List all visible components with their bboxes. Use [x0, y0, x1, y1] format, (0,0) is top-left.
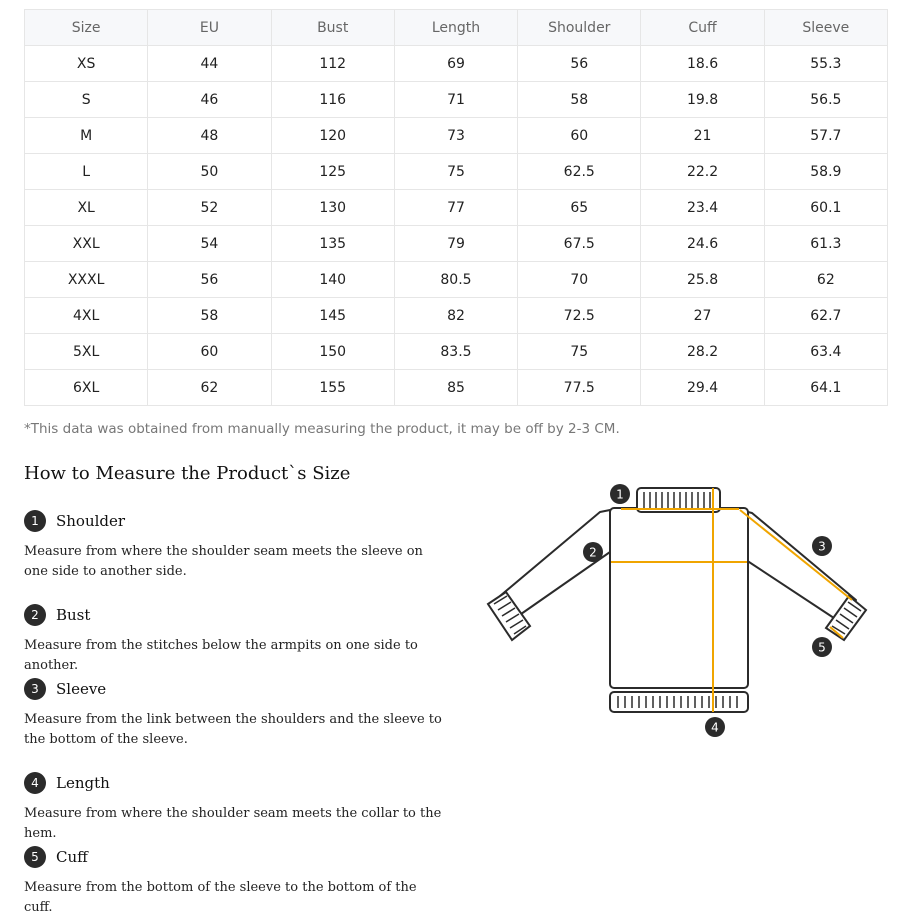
measurement-cell: 155 — [271, 370, 394, 406]
column-header: Shoulder — [518, 10, 641, 46]
step-number-badge: 4 — [24, 772, 46, 794]
marker-1 — [610, 484, 630, 504]
size-label-cell: XXXL — [25, 262, 148, 298]
measurement-cell: 60.1 — [764, 190, 887, 226]
marker-label: 1 — [616, 487, 624, 502]
measurement-cell: 150 — [271, 334, 394, 370]
measurement-cell: 62.5 — [518, 154, 641, 190]
step-bust — [24, 604, 444, 676]
measurement-cell: 82 — [394, 298, 517, 334]
hem-rib — [610, 692, 748, 712]
step-description: Measure from the stitches below the armpits on one side to another. — [24, 638, 418, 673]
table-row — [25, 370, 888, 406]
step-number-badge: 1 — [24, 510, 46, 532]
step-shoulder — [24, 510, 444, 582]
measurement-cell: 145 — [271, 298, 394, 334]
step-number-badge: 5 — [24, 846, 46, 868]
measurement-cell: 112 — [271, 46, 394, 82]
measurement-cell: 52 — [148, 190, 271, 226]
size-label-cell: XS — [25, 46, 148, 82]
measurement-cell: 54 — [148, 226, 271, 262]
measurement-cell: 73 — [394, 118, 517, 154]
measurement-cell: 28.2 — [641, 334, 764, 370]
measurement-cell: 77 — [394, 190, 517, 226]
marker-label: 3 — [818, 539, 826, 554]
step-cuff — [24, 846, 444, 918]
table-row — [25, 334, 888, 370]
size-label-cell: 6XL — [25, 370, 148, 406]
measurement-cell: 125 — [271, 154, 394, 190]
step-title: Shoulder — [56, 512, 126, 530]
measurement-cell: 61.3 — [764, 226, 887, 262]
measurement-cell: 69 — [394, 46, 517, 82]
marker-4 — [705, 717, 725, 737]
measurement-cell: 58 — [148, 298, 271, 334]
measurement-cell: 24.6 — [641, 226, 764, 262]
measurement-cell: 25.8 — [641, 262, 764, 298]
measurement-cell: 130 — [271, 190, 394, 226]
measurement-cell: 62 — [148, 370, 271, 406]
how-to-measure-title: How to Measure the Product`s Size — [24, 463, 351, 484]
measurement-cell: 116 — [271, 82, 394, 118]
measurement-disclaimer: *This data was obtained from manually measuring the product, it may be off by 2-3 CM. — [24, 421, 620, 437]
step-title: Sleeve — [56, 680, 107, 698]
column-header: EU — [148, 10, 271, 46]
step-number-badge: 2 — [24, 604, 46, 626]
column-header: Bust — [271, 10, 394, 46]
measurement-cell: 85 — [394, 370, 517, 406]
measurement-cell: 62.7 — [764, 298, 887, 334]
sweater-outline — [500, 508, 856, 688]
marker-3 — [812, 536, 832, 556]
measurement-cell: 21 — [641, 118, 764, 154]
size-chart-table — [24, 9, 888, 406]
size-label-cell: XXL — [25, 226, 148, 262]
step-length — [24, 772, 444, 844]
measurement-cell: 46 — [148, 82, 271, 118]
sweater-icon — [486, 480, 876, 750]
step-description: Measure from where the shoulder seam meets the sleeve on one side to another side. — [24, 544, 423, 579]
table-row — [25, 46, 888, 82]
measurement-cell: 71 — [394, 82, 517, 118]
measurement-cell: 58.9 — [764, 154, 887, 190]
marker-label: 5 — [818, 640, 826, 655]
step-title: Cuff — [56, 848, 88, 866]
size-label-cell: 4XL — [25, 298, 148, 334]
measurement-cell: 56 — [518, 46, 641, 82]
measurement-cell: 23.4 — [641, 190, 764, 226]
step-description: Measure from the bottom of the sleeve to the bottom of the cuff. — [24, 880, 417, 915]
measurement-cell: 60 — [518, 118, 641, 154]
measurement-cell: 58 — [518, 82, 641, 118]
measurement-cell: 67.5 — [518, 226, 641, 262]
measurement-cell: 83.5 — [394, 334, 517, 370]
measurement-cell: 135 — [271, 226, 394, 262]
table-header-row — [25, 10, 888, 46]
table-row — [25, 118, 888, 154]
marker-5 — [812, 637, 832, 657]
table-row — [25, 298, 888, 334]
measurement-cell: 55.3 — [764, 46, 887, 82]
table-row — [25, 190, 888, 226]
measurement-cell: 18.6 — [641, 46, 764, 82]
column-header: Size — [25, 10, 148, 46]
step-number-badge: 3 — [24, 678, 46, 700]
measurement-cell: 60 — [148, 334, 271, 370]
measurement-cell: 62 — [764, 262, 887, 298]
step-title: Length — [56, 774, 110, 792]
size-label-cell: XL — [25, 190, 148, 226]
measurement-cell: 80.5 — [394, 262, 517, 298]
marker-label: 4 — [711, 720, 719, 735]
table-row — [25, 82, 888, 118]
measurement-cell: 77.5 — [518, 370, 641, 406]
measurement-cell: 56 — [148, 262, 271, 298]
column-header: Length — [394, 10, 517, 46]
measurement-cell: 64.1 — [764, 370, 887, 406]
size-label-cell: 5XL — [25, 334, 148, 370]
measurement-cell: 75 — [394, 154, 517, 190]
measurement-cell: 75 — [518, 334, 641, 370]
measurement-cell: 120 — [271, 118, 394, 154]
size-label-cell: M — [25, 118, 148, 154]
measurement-cell: 65 — [518, 190, 641, 226]
measurement-cell: 19.8 — [641, 82, 764, 118]
step-description: Measure from where the shoulder seam meets the collar to the hem. — [24, 806, 442, 841]
size-label-cell: S — [25, 82, 148, 118]
column-header: Cuff — [641, 10, 764, 46]
measurement-cell: 48 — [148, 118, 271, 154]
step-sleeve — [24, 678, 444, 750]
measurement-cell: 70 — [518, 262, 641, 298]
table-row — [25, 262, 888, 298]
column-header: Sleeve — [764, 10, 887, 46]
measurement-cell: 22.2 — [641, 154, 764, 190]
measurement-cell: 29.4 — [641, 370, 764, 406]
measurement-cell: 72.5 — [518, 298, 641, 334]
measurement-cell: 79 — [394, 226, 517, 262]
step-title: Bust — [56, 606, 91, 624]
marker-label: 2 — [589, 545, 597, 560]
size-label-cell: L — [25, 154, 148, 190]
marker-2 — [583, 542, 603, 562]
step-description: Measure from the link between the shoulders and the sleeve to the bottom of the sleeve. — [24, 712, 442, 747]
measurement-cell: 44 — [148, 46, 271, 82]
measurement-cell: 56.5 — [764, 82, 887, 118]
measurement-cell: 50 — [148, 154, 271, 190]
table-row — [25, 154, 888, 190]
measurement-cell: 57.7 — [764, 118, 887, 154]
table-row — [25, 226, 888, 262]
measurement-cell: 27 — [641, 298, 764, 334]
measurement-cell: 140 — [271, 262, 394, 298]
measurement-cell: 63.4 — [764, 334, 887, 370]
